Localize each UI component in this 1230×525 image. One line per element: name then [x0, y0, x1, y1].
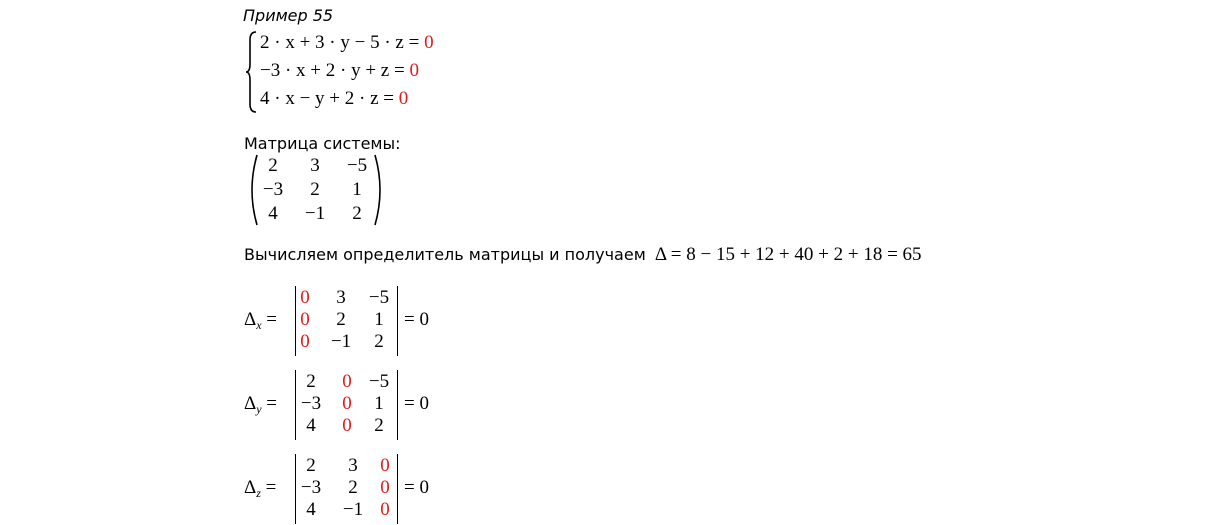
right-bar: [397, 370, 398, 440]
matrix-cell: 0: [342, 371, 352, 392]
equation-2-rhs: 0: [409, 60, 419, 81]
equation-3-lhs: 4 · x − y + 2 · z =: [260, 88, 394, 109]
equation-2-lhs: −3 · x + 2 · y + z =: [260, 60, 405, 81]
delta-y-matrix: [294, 370, 402, 440]
matrix-cell: 3: [336, 287, 346, 308]
equation-3: [260, 86, 408, 112]
matrix-cell: 2: [306, 455, 316, 476]
determinant-formula: Δ = 8 − 15 + 12 + 40 + 2 + 18 = 65: [654, 244, 922, 265]
matrix-cell: 3: [310, 155, 320, 176]
right-paren-icon: [374, 154, 386, 226]
equation-1: [260, 30, 434, 56]
matrix-cell: −1: [304, 203, 326, 224]
matrix-cell: −5: [346, 155, 368, 176]
delta-y-sub: y: [256, 402, 262, 416]
matrix-cell: −3: [300, 477, 322, 498]
delta-x-matrix: [294, 286, 402, 356]
delta-y-symbol: Δ: [244, 393, 257, 414]
delta-x-eq: =: [266, 309, 278, 330]
delta-y-label: [244, 391, 277, 417]
matrix-cell: 0: [380, 455, 390, 476]
matrix-cell: 2: [374, 331, 384, 352]
delta-z-symbol: Δ: [244, 477, 257, 498]
delta-z-result: = 0: [404, 477, 429, 498]
matrix-cell: 1: [374, 393, 384, 414]
matrix-cell: 0: [380, 477, 390, 498]
delta-z-sub: z: [256, 486, 261, 500]
matrix-cell: 0: [300, 287, 310, 308]
delta-y-eq: =: [266, 393, 278, 414]
matrix-cell: −1: [330, 331, 352, 352]
matrix-cell: 0: [342, 393, 352, 414]
delta-x-sub: x: [256, 318, 262, 332]
left-brace-icon: [246, 30, 258, 114]
matrix-cell: 2: [336, 309, 346, 330]
matrix-cell: 2: [268, 155, 278, 176]
matrix-cell: 4: [306, 415, 316, 436]
matrix-cell: 0: [300, 309, 310, 330]
matrix-cell: 2: [374, 415, 384, 436]
equation-1-rhs: 0: [424, 32, 434, 53]
equation-2: [260, 58, 419, 84]
matrix-cell: 2: [348, 477, 358, 498]
matrix-cell: 2: [352, 203, 362, 224]
delta-x-label: [244, 307, 277, 333]
matrix-label: Матрица системы:: [244, 134, 401, 153]
delta-z-eq: =: [265, 477, 277, 498]
matrix-cell: 2: [310, 179, 320, 200]
matrix-cell: 3: [348, 455, 358, 476]
delta-z-matrix: [294, 454, 402, 524]
matrix-cell: 0: [300, 331, 310, 352]
determinant-line: [244, 245, 922, 265]
matrix-cell: 2: [306, 371, 316, 392]
matrix-cell: 0: [380, 499, 390, 520]
matrix-cell: −3: [300, 393, 322, 414]
delta-y-result: = 0: [404, 393, 429, 414]
delta-z-label: [244, 475, 276, 501]
equation-1-lhs: 2 · x + 3 · y − 5 · z =: [260, 32, 420, 53]
delta-x-symbol: Δ: [244, 309, 257, 330]
system-matrix: [246, 154, 386, 226]
matrix-cell: 4: [306, 499, 316, 520]
equation-system: [246, 30, 456, 114]
matrix-cell: 0: [342, 415, 352, 436]
matrix-cell: −5: [368, 371, 390, 392]
determinant-text: Вычисляем определитель матрицы и получаем: [244, 245, 646, 264]
equation-3-rhs: 0: [398, 88, 409, 109]
matrix-cell: −3: [262, 179, 284, 200]
matrix-cell: −1: [342, 499, 364, 520]
matrix-cell: −5: [368, 287, 390, 308]
delta-x-result: = 0: [404, 309, 429, 330]
right-bar: [397, 286, 398, 356]
matrix-cell: 4: [268, 203, 278, 224]
matrix-cell: 1: [374, 309, 384, 330]
example-title: Пример 55: [243, 6, 334, 25]
matrix-cell: 1: [352, 179, 362, 200]
